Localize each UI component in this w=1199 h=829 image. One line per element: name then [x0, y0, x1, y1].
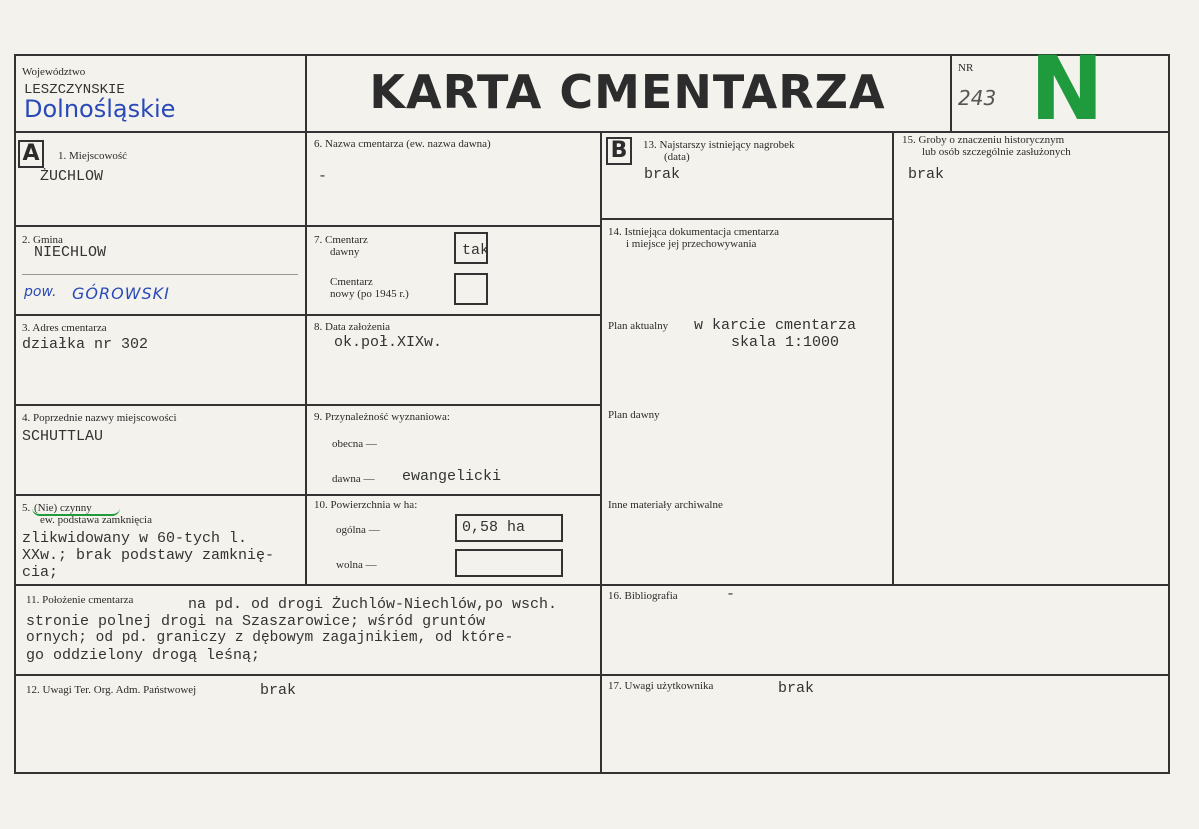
rule-row3 — [14, 404, 600, 406]
f17-value: brak — [778, 680, 815, 697]
f11-line-4: go oddzielony drogą leśną; — [26, 647, 261, 664]
f9-dawna-value: ewangelicki — [402, 468, 502, 485]
f14-label-1: 14. Istniejąca dokumentacja cmentarza — [608, 226, 780, 238]
f7-label-1: 7. Cmentarz — [314, 234, 368, 246]
f5-line-1: zlikwidowany w 60-tych l. — [22, 530, 248, 547]
f10-wolna-field[interactable] — [455, 549, 563, 577]
f13-value: brak — [644, 166, 681, 183]
f2-hand-value: GÓROWSKI — [72, 284, 170, 303]
nr-label: NR — [958, 62, 974, 74]
f6-label: 6. Nazwa cmentarza (ew. nazwa dawna) — [314, 138, 491, 150]
wojewodztwo-handwritten: Dolnośląskie — [24, 95, 176, 123]
rule-row5 — [14, 584, 1170, 586]
f3-value: działka nr 302 — [22, 336, 149, 353]
f14-plan-dawny-label: Plan dawny — [608, 409, 660, 421]
f10-ogolna-label: ogólna — — [336, 524, 380, 536]
section-b-box: B — [606, 137, 632, 165]
f13-label-1: 13. Najstarszy istniejący nagrobek — [643, 139, 795, 151]
f7-label-4: nowy (po 1945 r.) — [330, 288, 409, 300]
wojewodztwo-label: Województwo — [22, 66, 86, 78]
f11-label: 11. Położenie cmentarza — [26, 594, 134, 606]
f15-value: brak — [908, 166, 945, 183]
wojewodztwo-typed: LESZCZYNSKIE — [24, 82, 125, 98]
f3-label: 3. Adres cmentarza — [22, 322, 107, 334]
f11-line-1: na pd. od drogi Żuchlów-Niechlów,po wsch. — [188, 596, 558, 613]
nr-number: 243 — [958, 86, 997, 110]
rule-header — [14, 131, 1170, 133]
f5-label-a: (Nie) czynny — [34, 502, 92, 514]
f4-label: 4. Poprzednie nazwy miejscowości — [22, 412, 177, 424]
f12-value: brak — [260, 682, 297, 699]
f10-label: 10. Powierzchnia w ha: — [314, 499, 418, 511]
f11-line-2: stronie polnej drogi na Szaszarowice; wśród gruntów — [26, 613, 486, 630]
rule-v2 — [600, 131, 602, 774]
f5-label-b: ew. podstawa zamknięcia — [40, 514, 152, 526]
f13-label-2: (data) — [664, 151, 690, 163]
rule-row1-left — [14, 225, 600, 227]
rule-v-nr — [950, 54, 952, 131]
f9-dawna-label: dawna — — [332, 473, 375, 485]
rule-b13 — [600, 218, 892, 220]
f6-value: - — [318, 168, 328, 185]
f2-value: NIECHLOW — [34, 244, 107, 261]
rule-row6 — [14, 674, 1170, 676]
rule-gmina-thin — [22, 274, 298, 275]
f16-label: 16. Bibliografia — [608, 590, 678, 602]
f16-value: - — [726, 586, 736, 603]
f11-line-3: ornych; od pd. graniczy z dębowym zagajnikiem, od które- — [26, 630, 514, 646]
f12-label: 12. Uwagi Ter. Org. Adm. Państwowej — [26, 684, 197, 696]
f8-label: 8. Data założenia — [314, 321, 391, 333]
section-a-box: A — [18, 140, 44, 168]
f1-label: 1. Miejscowość — [58, 150, 128, 162]
f4-value: SCHUTTLAU — [22, 428, 104, 445]
f15-label-1: 15. Groby o znaczeniu historycznym — [902, 134, 1065, 146]
f2-label: 2. Gmina — [22, 234, 63, 246]
f10-wolna-label: wolna — — [336, 559, 377, 571]
f7-nowy-checkbox[interactable] — [454, 273, 488, 305]
f7-label-2: dawny — [330, 246, 360, 258]
rule-row2 — [14, 314, 600, 316]
f14-label-2: i miejsce jej przechowywania — [626, 238, 757, 250]
rule-row4 — [14, 494, 600, 496]
f1-value: ŻUCHLOW — [40, 168, 104, 185]
f17-label: 17. Uwagi użytkownika — [608, 680, 714, 692]
f14-plan-aktualny-value-2: skala 1:1000 — [730, 334, 840, 351]
f8-value: ok.poł.XIXw. — [334, 334, 443, 351]
f5-number: 5. — [22, 502, 31, 514]
f7-dawny-value: tak — [462, 242, 490, 259]
card-frame — [14, 54, 1170, 774]
card-title: KARTA CMENTARZA — [369, 65, 886, 119]
f14-inne-label: Inne materiały archiwalne — [608, 499, 723, 511]
f5-line-2: XXw.; brak podstawy zamknię- — [22, 547, 275, 564]
rule-v3 — [892, 131, 894, 584]
f14-plan-aktualny-label: Plan aktualny — [608, 320, 669, 332]
f5-line-3: cia; — [22, 564, 59, 581]
f2-hand-prefix: pow. — [24, 284, 57, 300]
f7-label-3: Cmentarz — [330, 276, 373, 288]
rule-v1 — [305, 54, 307, 584]
nr-letter-mark: N — [1030, 37, 1104, 140]
f15-label-2: lub osób szczególnie zasłużonych — [922, 146, 1071, 158]
f9-label: 9. Przynależność wyznaniowa: — [314, 411, 450, 423]
f14-plan-aktualny-value-1: w karcie cmentarza — [694, 317, 857, 334]
f10-ogolna-value: 0,58 ha — [462, 519, 526, 536]
f9-obecna-label: obecna — — [332, 438, 377, 450]
